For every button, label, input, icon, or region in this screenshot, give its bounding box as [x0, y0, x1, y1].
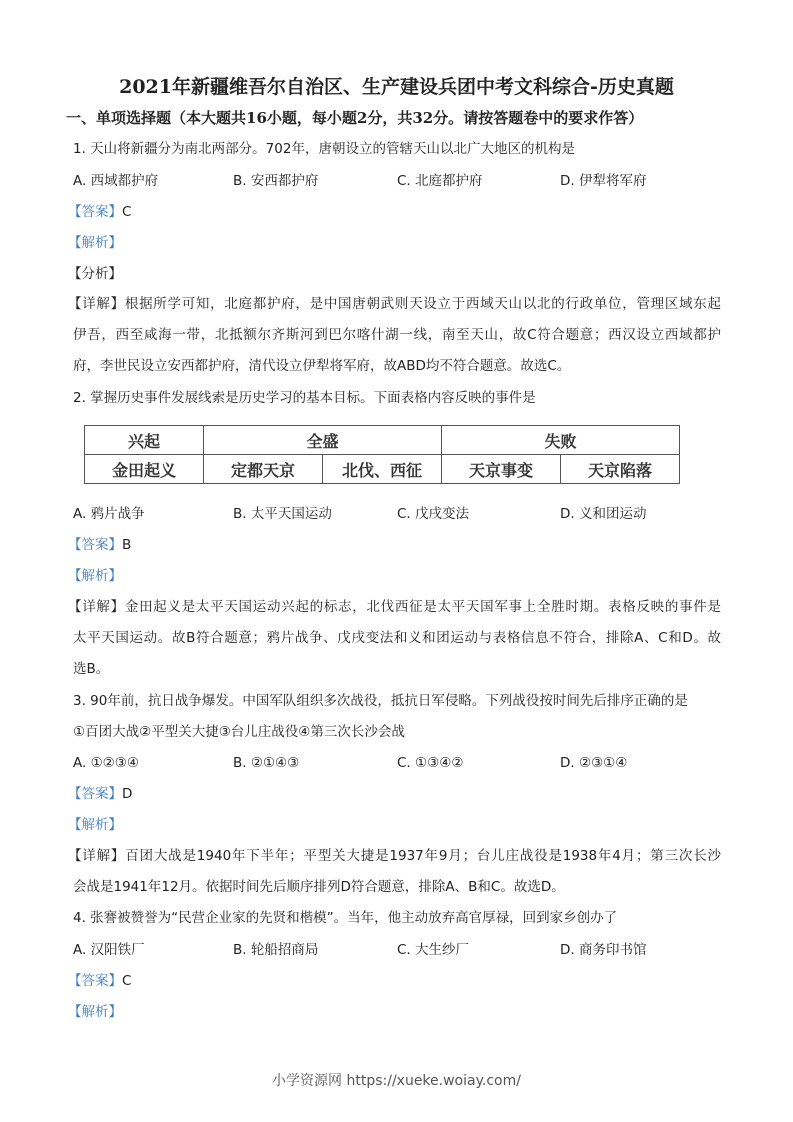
q2-table — [84, 425, 680, 484]
analysis-label: 【解析】 — [68, 235, 122, 251]
q3-answer — [68, 785, 716, 803]
q4-stem: 4. 张謇被赞誉为“民营企业家的先贤和楷模”。当年，他主动放弃高官厚禄，回到家乡创办了 — [73, 910, 618, 926]
option-b: B. 太平天国运动 — [233, 506, 332, 522]
section-heading: 一、单项选择题（本大题共16小题，每小题2分，共32分。请按答题卷中的要求作答） — [66, 109, 644, 127]
q1-stem: 1. 天山将新疆分为南北两部分。702年，唐朝设立的管辖天山以北广大地区的机构是 — [73, 141, 575, 157]
option-a: A. 鸦片战争 — [73, 506, 145, 522]
q1-detail-line: 【详解】根据所学可知，北庭都护府，是中国唐朝武则天设立于西域天山以北的行政单位，管理区域东起 — [68, 296, 722, 312]
analysis-label: 【解析】 — [68, 568, 122, 584]
option-c: C. ①③④② — [397, 755, 464, 771]
answer-label: 【答案】 — [68, 537, 122, 553]
q2-answer — [68, 536, 716, 554]
footer-watermark: 小学资源网 https://xueke.woiay.com/ — [272, 1073, 521, 1089]
q3-stem: 3. 90年前，抗日战争爆发。中国军队组织多次战役，抵抗日军侵略。下列战役按时间先后排序正确的是 — [73, 693, 688, 709]
q2-detail-line: 选B。 — [73, 661, 110, 677]
document-title: 2021年新疆维吾尔自治区、生产建设兵团中考文科综合-历史真题 — [119, 76, 674, 98]
answer-label: 【答案】 — [68, 786, 122, 802]
q2-stem: 2. 掌握历史事件发展线索是历史学习的基本目标。下面表格内容反映的事件是 — [73, 390, 536, 406]
table-cell: 北伐、西征 — [323, 455, 442, 484]
option-a: A. 西域都护府 — [73, 173, 159, 189]
q1-detail-line: 府，李世民设立安西都护府，清代设立伊犁将军府，故ABD均不符合题意。故选C。 — [73, 358, 571, 374]
option-d: D. 义和团运动 — [560, 506, 647, 522]
option-c: C. 北庭都护府 — [397, 173, 483, 189]
answer-value: C — [122, 973, 132, 989]
option-a: A. 汉阳铁厂 — [73, 942, 145, 958]
q2-detail-line: 太平天国运动。故B符合题意；鸦片战争、戊戌变法和义和团运动与表格信息不符合，排除A、C和D。故 — [73, 630, 721, 646]
q2-detail-line: 【详解】金田起义是太平天国运动兴起的标志，北伐西征是太平天国军事上全胜时期。表格反映的事件是 — [68, 599, 722, 615]
q1-answer — [68, 203, 716, 221]
answer-label: 【答案】 — [68, 973, 122, 989]
fenxi-label: 【分析】 — [68, 266, 122, 282]
answer-value: D — [122, 786, 133, 802]
q1-detail-line: 伊吾，西至咸海一带，北抵额尔齐斯河到巴尔喀什湖一线，南至天山，故C符合题意；西汉设立西域都护 — [73, 327, 721, 343]
q2-options — [73, 505, 733, 523]
option-c: C. 大生纱厂 — [397, 942, 470, 958]
q4-answer — [68, 972, 716, 990]
option-c: C. 戊戌变法 — [397, 506, 470, 522]
table-cell: 天京陷落 — [561, 455, 680, 484]
analysis-label: 【解析】 — [68, 817, 122, 833]
option-b: B. 安西都护府 — [233, 173, 319, 189]
analysis-label: 【解析】 — [68, 1004, 122, 1020]
answer-value: C — [122, 204, 132, 220]
answer-value: B — [122, 537, 132, 553]
table-header: 全盛 — [204, 426, 442, 455]
option-a: A. ①②③④ — [73, 755, 139, 771]
q3-detail-line: 会战是1941年12月。依据时间先后顺序排列D符合题意，排除A、B和C。故选D。 — [73, 879, 565, 895]
table-cell: 天京事变 — [442, 455, 561, 484]
option-d: D. 伊犁将军府 — [560, 173, 647, 189]
q4-options — [73, 941, 733, 959]
option-b: B. 轮船招商局 — [233, 942, 319, 958]
option-d: D. ②③①④ — [560, 755, 628, 771]
table-header: 兴起 — [85, 426, 204, 455]
q3-detail-line: 【详解】百团大战是1940年下半年；平型关大捷是1937年9月；台儿庄战役是1938年4月；第三次长沙 — [68, 848, 722, 864]
option-d: D. 商务印书馆 — [560, 942, 647, 958]
q3-items: ①百团大战②平型关大捷③台儿庄战役④第三次长沙会战 — [73, 724, 405, 740]
table-header: 失败 — [442, 426, 680, 455]
q3-options — [73, 754, 733, 772]
option-b: B. ②①④③ — [233, 755, 300, 771]
table-cell: 金田起义 — [85, 455, 204, 484]
table-cell: 定都天京 — [204, 455, 323, 484]
answer-label: 【答案】 — [68, 204, 122, 220]
q1-options — [73, 172, 733, 190]
